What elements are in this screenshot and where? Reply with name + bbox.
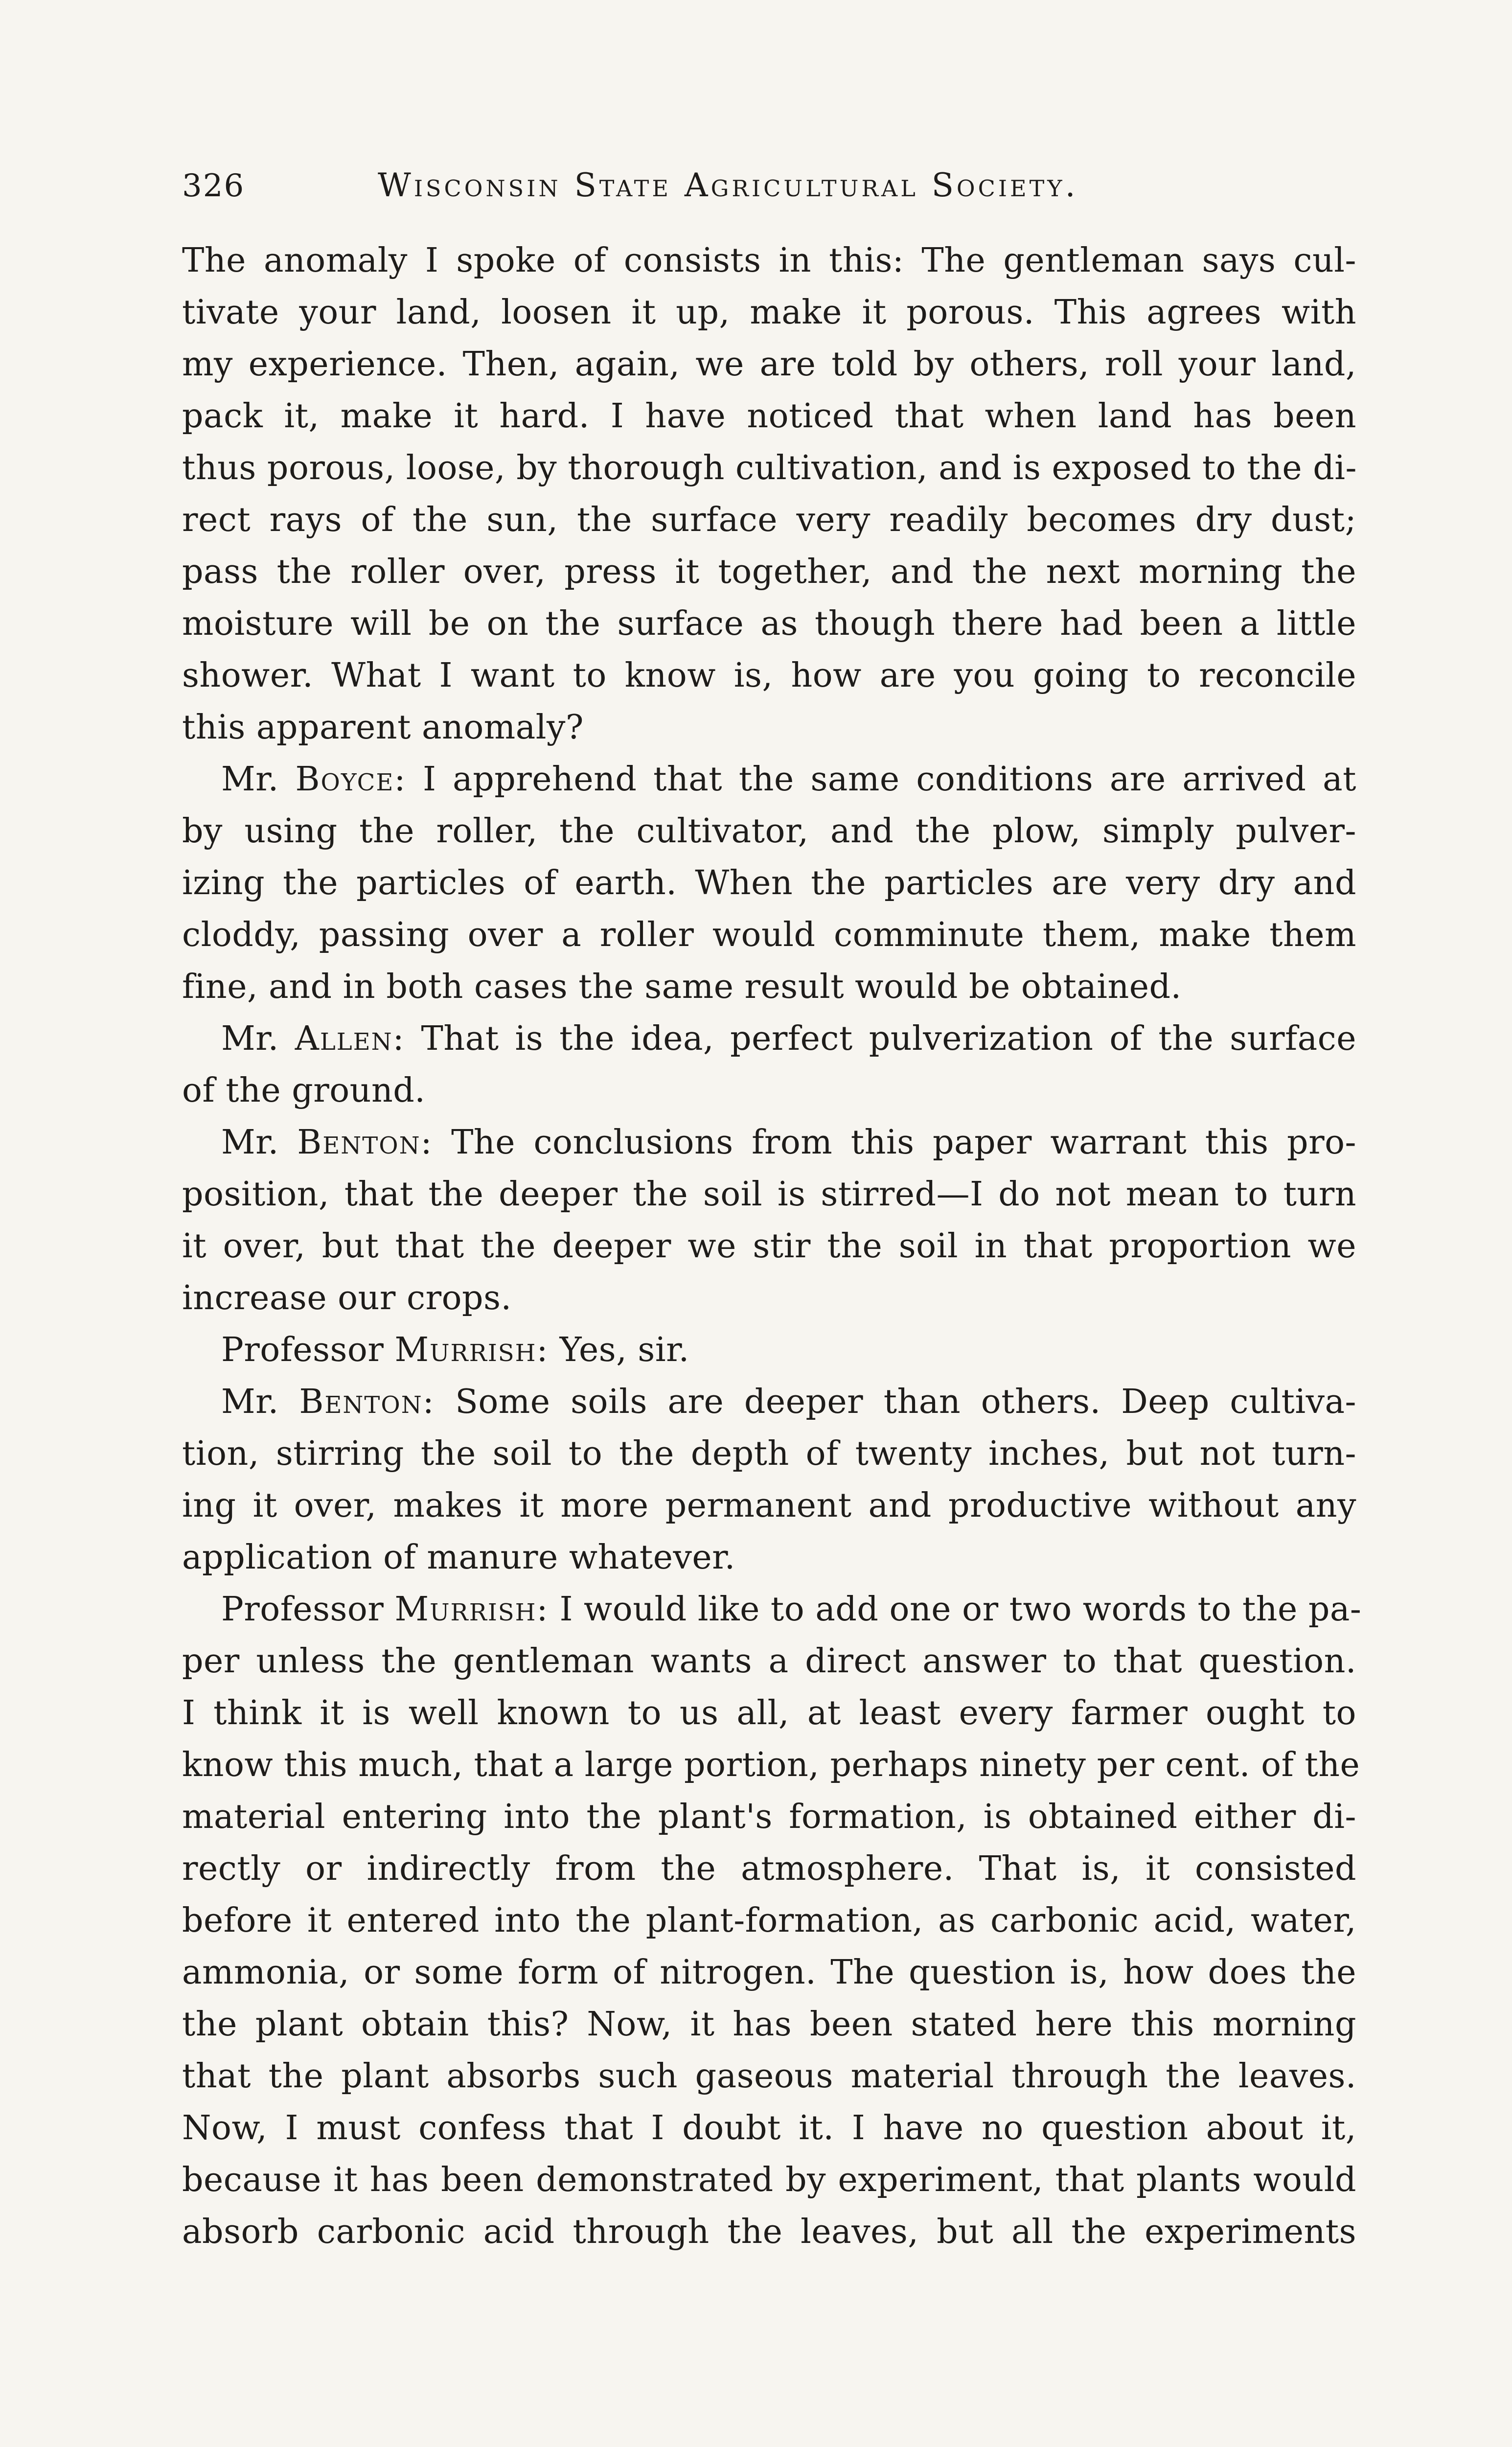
line-text: ing it over, makes it more permanent and productive without any [182,1486,1356,1525]
text-line [182,754,1356,806]
text-line [182,857,1356,909]
line-text: The anomaly I spoke of consists in this: The gentleman says cul- [182,241,1356,280]
speaker-name: Murrish: [394,1590,549,1629]
text-line [182,1739,1360,1791]
speaker-title: Mr. [221,1383,299,1421]
line-text: izing the particles of earth. When the particles are very dry and [182,864,1356,902]
text-line [182,235,1356,287]
line-text: Yes, sir. [549,1331,689,1369]
line-text: it over, but that the deeper we stir the soil in that proportion we [182,1227,1356,1266]
line-text: That is the idea, perfect pulverization of the surface [405,1019,1356,1058]
line-text: The conclusions from this paper warrant this pro- [433,1123,1356,1162]
line-text: I would like to add one or two words to the pa- [549,1590,1362,1629]
text-line [182,287,1356,339]
text-line [182,1999,1356,2051]
line-text: Some soils are deeper than others. Deep cultiva- [435,1383,1356,1421]
text-line [182,339,1356,391]
line-text: because it has been demonstrated by experiment, that plants would [182,2161,1356,2199]
speaker-name: Murrish: [394,1331,549,1369]
line-text: absorb carbonic acid through the leaves, but all the experiments [182,2213,1356,2251]
text-line [182,1169,1356,1221]
line-text: rectly or indirectly from the atmosphere. That is, it consisted [182,1849,1356,1888]
book-page [182,166,1362,2258]
text-line [182,1532,1356,1584]
page-number: 326 [182,168,245,204]
line-text: I think it is well known to us all, at least every farmer ought to [182,1694,1356,1732]
speaker-title: Mr. [221,1019,295,1058]
speaker-name: Benton: [297,1123,433,1162]
speaker-title: Professor [221,1590,395,1629]
text-line [182,1376,1356,1428]
text-line [182,1895,1356,1947]
line-text: of the ground. [182,1071,426,1110]
text-line [182,806,1356,857]
line-text: Now, I must confess that I doubt it. I have no question about it, [182,2109,1356,2147]
text-line [182,442,1356,494]
line-text: thus porous, loose, by thorough cultivation, and is exposed to the di- [182,449,1357,487]
text-line [182,1324,1356,1376]
line-text: tion, stirring the soil to the depth of twenty inches, but not turn- [182,1434,1356,1473]
line-text: by using the roller, the cultivator, and the plow, simply pulver- [182,812,1356,851]
line-text: know this much, that a large portion, perhaps ninety per cent. of the [182,1746,1360,1784]
text-line [182,650,1356,702]
speaker-title: Mr. [221,1123,298,1162]
text-line [182,2206,1356,2258]
line-text: fine, and in both cases the same result would be obtained. [182,968,1182,1006]
text-line [182,1791,1356,1843]
text-line [182,1013,1356,1065]
text-line [182,598,1356,650]
speaker-title: Mr. [221,760,296,799]
line-text: that the plant absorbs such gaseous material through the leaves. [182,2057,1356,2096]
text-line [182,1117,1356,1169]
line-text: my experience. Then, again, we are told by others, roll your land, [182,345,1356,384]
text-line [182,702,1356,754]
text-line [182,961,1356,1013]
line-text: before it entered into the plant-formation, as carbonic acid, water, [182,1901,1356,1940]
speaker-name: Benton: [299,1383,435,1421]
text-line [182,2051,1356,2102]
text-line [182,1221,1356,1272]
text-line [182,2154,1356,2206]
text-line [182,909,1356,961]
text-line [182,1584,1362,1636]
text-line [182,1947,1356,1999]
line-text: the plant obtain this? Now, it has been stated here this morning [182,2005,1356,2044]
text-line [182,1843,1356,1895]
speaker-title: Professor [221,1331,395,1369]
page-header [182,166,1356,235]
line-text: increase our crops. [182,1279,512,1317]
text-line [182,391,1356,442]
speaker-name: Boyce: [295,760,407,799]
line-text: pack it, make it hard. I have noticed that when land has been [182,397,1356,436]
text-line [182,1636,1356,1687]
text-line [182,1272,1356,1324]
line-text: ammonia, or some form of nitrogen. The question is, how does the [182,1953,1356,1992]
line-text: pass the roller over, press it together, and the next morning the [182,553,1356,591]
line-text: rect rays of the sun, the surface very readily becomes dry dust; [182,501,1356,539]
line-text: tivate your land, loosen it up, make it porous. This agrees with [182,293,1356,332]
text-line [182,1480,1356,1532]
line-text: shower. What I want to know is, how are you going to reconcile [182,656,1356,695]
text-line [182,1687,1356,1739]
running-head: Wisconsin State Agricultural Society. [378,166,1078,204]
text-line [182,2102,1356,2154]
line-text: moisture will be on the surface as though there had been a little [182,604,1356,643]
text-line [182,494,1356,546]
text-line [182,546,1356,598]
speaker-name: Allen: [295,1019,405,1058]
body-text [182,235,1362,2258]
line-text: this apparent anomaly? [182,708,584,747]
line-text: material entering into the plant's formation, is obtained either di- [182,1798,1356,1836]
text-line [182,1428,1356,1480]
line-text: I apprehend that the same conditions are arrived at [406,760,1356,799]
line-text: per unless the gentleman wants a direct answer to that question. [182,1642,1356,1681]
text-line [182,1065,1356,1117]
line-text: position, that the deeper the soil is stirred—I do not mean to turn [182,1175,1356,1214]
line-text: application of manure whatever. [182,1538,735,1577]
line-text: cloddy, passing over a roller would comminute them, make them [182,916,1356,954]
